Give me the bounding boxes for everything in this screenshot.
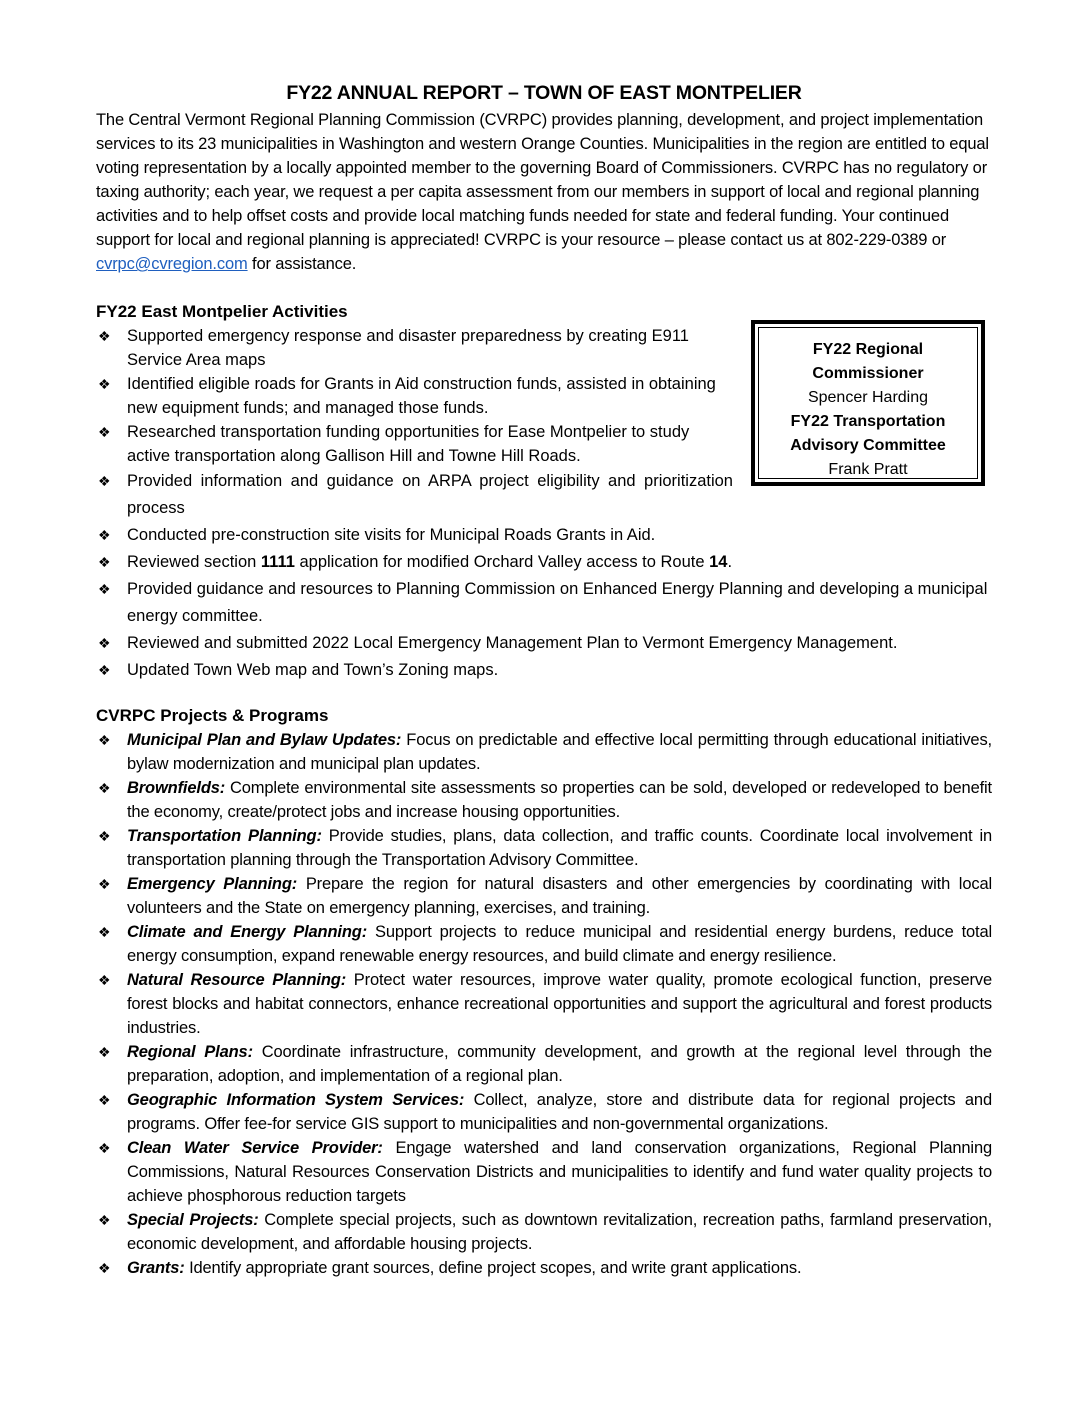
list-item: ❖ Provided guidance and resources to Planning Commission on Enhanced Energy Planning and developing a municipal energy committee.	[96, 576, 992, 630]
intro-text: The Central Vermont Regional Planning Commission (CVRPC) provides planning, development, and project implementation services to its 23 municipalities in Washington and western Orange Counties. Municipalities in the region are entitled to equal voting representation by a locally appointed member to the governing Board of Commissioners. CVRPC has no regulatory or taxing authority; each year, we request a per capita assessment from our members in support of local and regional planning activities and to help offset costs and provide local matching funds needed for state and federal funding. Your continued support for local and regional planning is appreciated! CVRPC is your resource – please contact us at 802-229-0389 or	[96, 111, 989, 249]
role1-title: FY22 Regional Commissioner	[812, 341, 924, 382]
diamond-bullet-icon: ❖	[98, 581, 111, 597]
diamond-bullet-icon: ❖	[98, 972, 111, 988]
activities-section	[96, 300, 992, 684]
list-item: ❖ Special Projects: Complete special projects, such as downtown revitalization, recreation paths, farmland preservation, economic development, and affordable housing projects.	[96, 1208, 992, 1256]
list-item: ❖ Brownfields: Complete environmental site assessments so properties can be sold, developed or redeveloped to benefit the economy, create/protect jobs and increase housing opportunities.	[96, 776, 992, 824]
list-item: ❖ Clean Water Service Provider: Engage watershed and land conservation organizations, Regional Planning Commissions, Natural Resources Conservation Districts and municipalities to identify and fund water quality projects to achieve phosphorous reduction targets	[96, 1136, 992, 1208]
diamond-bullet-icon: ❖	[98, 376, 111, 392]
list-item: ❖ Climate and Energy Planning: Support projects to reduce municipal and residential energy burdens, reduce total energy consumption, expand renewable energy resources, and build climate and energy resilience.	[96, 920, 992, 968]
list-item: ❖ Updated Town Web map and Town’s Zoning maps.	[96, 657, 992, 684]
diamond-bullet-icon: ❖	[98, 328, 111, 344]
diamond-bullet-icon: ❖	[98, 1140, 111, 1156]
list-item: ❖ Geographic Information System Services: Collect, analyze, store and distribute data for regional projects and programs. Offer fee-for service GIS support to municipalities and non-governmental organizations.	[96, 1088, 992, 1136]
programs-list	[96, 728, 992, 1280]
diamond-bullet-icon: ❖	[98, 876, 111, 892]
list-item: ❖ Provided information and guidance on ARPA project eligibility and prioritization process	[96, 468, 733, 522]
list-item: ❖ Natural Resource Planning: Protect water resources, improve water quality, promote ecological function, preserve forest blocks and habitat connectors, enhance recreational opportunities and support the agricultural and forest products industries.	[96, 968, 992, 1040]
role2-name: Frank Pratt	[828, 461, 908, 478]
diamond-bullet-icon: ❖	[98, 780, 111, 796]
list-item: ❖ Identified eligible roads for Grants in Aid construction funds, assisted in obtaining new equipment funds; and managed those funds.	[96, 372, 733, 420]
list-item: ❖ Grants: Identify appropriate grant sources, define project scopes, and write grant applications.	[96, 1256, 992, 1280]
intro-text-end: for assistance.	[247, 255, 357, 273]
list-item: ❖ Regional Plans: Coordinate infrastructure, community development, and growth at the regional level through the preparation, adoption, and implementation of a regional plan.	[96, 1040, 992, 1088]
list-item: ❖ Conducted pre-construction site visits for Municipal Roads Grants in Aid.	[96, 522, 992, 549]
diamond-bullet-icon: ❖	[98, 828, 111, 844]
activities-list-bottom	[96, 522, 992, 684]
diamond-bullet-icon: ❖	[98, 924, 111, 940]
document-page	[96, 80, 992, 1280]
diamond-bullet-icon: ❖	[98, 473, 111, 489]
programs-section	[96, 704, 992, 1280]
diamond-bullet-icon: ❖	[98, 1260, 111, 1276]
programs-heading: CVRPC Projects & Programs	[96, 706, 329, 725]
list-item: ❖ Reviewed and submitted 2022 Local Emergency Management Plan to Vermont Emergency Management.	[96, 630, 992, 657]
activities-heading: FY22 East Montpelier Activities	[96, 302, 348, 321]
diamond-bullet-icon: ❖	[98, 662, 111, 678]
diamond-bullet-icon: ❖	[98, 732, 111, 748]
role2-title: FY22 Transportation Advisory Committee	[790, 413, 946, 454]
list-item: ❖ Transportation Planning: Provide studies, plans, data collection, and traffic counts. Coordinate local involvement in transportation planning through the Transportation Advisory Committee.	[96, 824, 992, 872]
diamond-bullet-icon: ❖	[98, 554, 111, 570]
commissioner-box	[751, 320, 985, 486]
role1-name: Spencer Harding	[807, 389, 929, 406]
list-item: ❖ Municipal Plan and Bylaw Updates: Focus on predictable and effective local permitting through educational initiatives, bylaw modernization and municipal plan updates.	[96, 728, 992, 776]
list-item: ❖ Reviewed section 1111 application for modified Orchard Valley access to Route 14.	[96, 549, 992, 576]
commissioner-box-inner	[758, 327, 978, 479]
intro-paragraph	[96, 108, 992, 276]
diamond-bullet-icon: ❖	[98, 1044, 111, 1060]
list-item: ❖ Emergency Planning: Prepare the region for natural disasters and other emergencies by coordinating with local volunteers and the State on emergency planning, exercises, and training.	[96, 872, 992, 920]
email-link[interactable]: cvrpc@cvregion.com	[96, 255, 248, 273]
list-item: ❖ Researched transportation funding opportunities for Ease Montpelier to study active transportation along Gallison Hill and Towne Hill Roads.	[96, 420, 733, 468]
diamond-bullet-icon: ❖	[98, 424, 111, 440]
diamond-bullet-icon: ❖	[98, 635, 111, 651]
page-title: FY22 ANNUAL REPORT – TOWN OF EAST MONTPELIER	[286, 82, 802, 104]
list-item: ❖ Supported emergency response and disaster preparedness by creating E911 Service Area maps	[96, 324, 733, 372]
diamond-bullet-icon: ❖	[98, 527, 111, 543]
diamond-bullet-icon: ❖	[98, 1092, 111, 1108]
diamond-bullet-icon: ❖	[98, 1212, 111, 1228]
